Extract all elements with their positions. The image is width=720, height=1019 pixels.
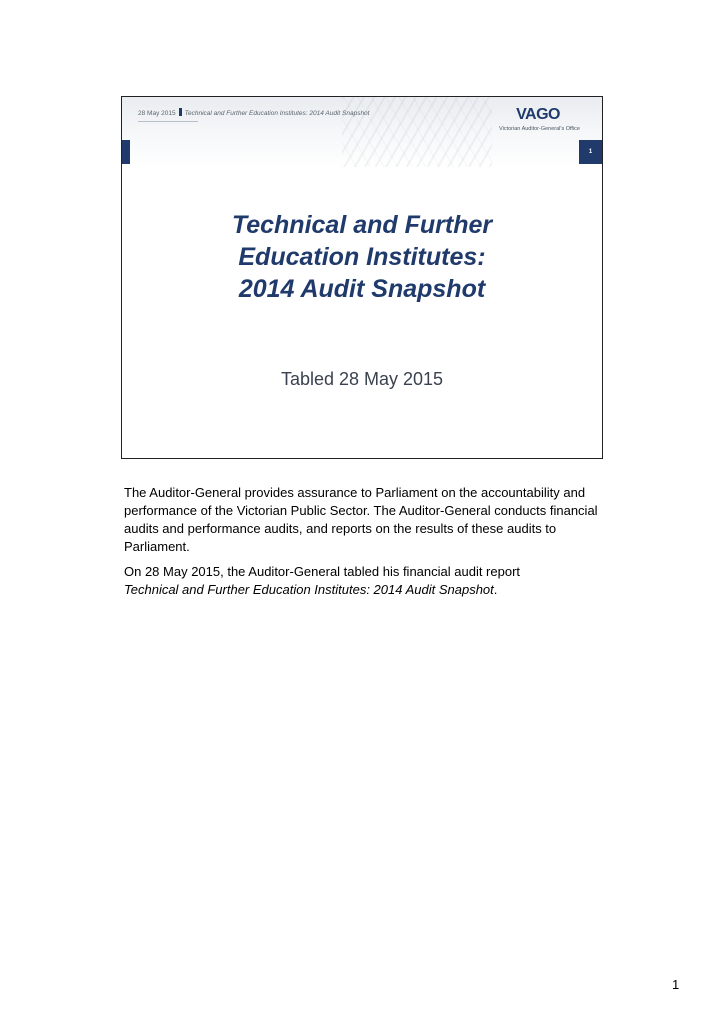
report-title: Technical and Further Education Institutes: 2014 Audit Snapshot <box>124 582 494 597</box>
slide-title-line: Technical and Further <box>231 211 493 239</box>
notes-text <box>124 484 604 606</box>
slide-number-badge: 1 <box>579 140 602 164</box>
page-number: 1 <box>672 977 680 992</box>
notes-paragraph-suffix: . <box>493 582 498 597</box>
slide-thumbnail <box>121 96 603 459</box>
logo-subtitle: Victorian Auditor-General's Office <box>499 126 580 132</box>
vago-logo: VAGO <box>516 106 560 123</box>
notes-paragraph-prefix: On 28 May 2015, the Auditor-General tabled his financial audit report <box>124 564 521 579</box>
header-date: 28 May 2015 <box>138 110 176 117</box>
slide-title <box>122 209 602 305</box>
left-accent-bar <box>122 140 130 164</box>
tabled-date: Tabled 28 May 2015 <box>280 369 444 389</box>
slide-title-line: 2014 Audit Snapshot <box>238 275 486 303</box>
notes-paragraph <box>124 563 604 599</box>
header-divider <box>138 121 198 122</box>
header-title: Technical and Further Education Institutes: 2014 Audit Snapshot <box>184 110 370 117</box>
slide-title-line: Education Institutes: <box>238 243 486 271</box>
header-date-line <box>138 108 369 117</box>
slide-header <box>122 97 602 167</box>
notes-paragraph: The Auditor-General provides assurance to Parliament on the accountability and performance of the Victorian Public Sector. The Auditor-General conducts financial audits and performance audits, and reports on the results of these audits to Parliament. <box>124 485 598 554</box>
header-separator <box>179 108 182 116</box>
